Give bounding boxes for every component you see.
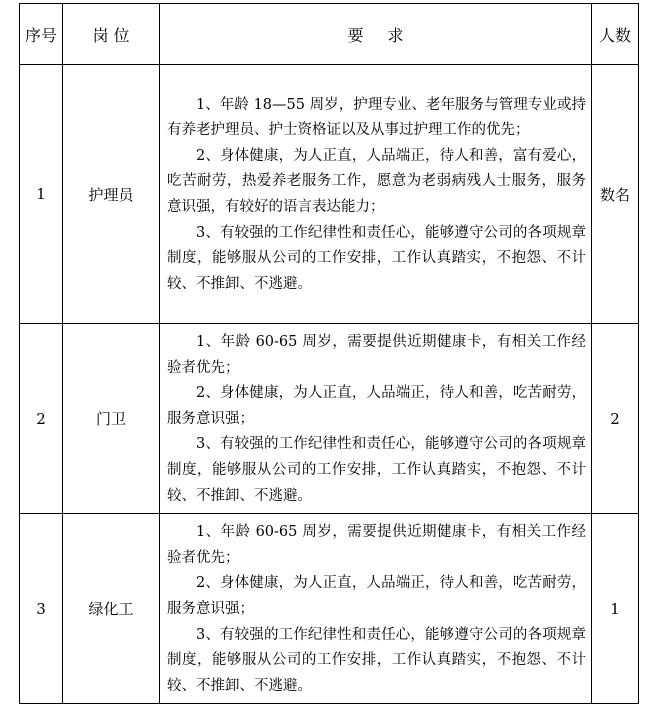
table-row [20,65,639,324]
job-requirements-table [19,3,639,704]
row-position: 护理员 [63,65,160,324]
row-count: 数名 [592,65,639,324]
requirement-item: 1、年龄 18—55 周岁，护理专业、老年服务与管理专业或持有养老护理员、护士资格证以及从事过护理工作的优先； [167,96,586,139]
row-requirements [160,324,592,514]
row-position: 门卫 [63,324,160,514]
header-number: 序号 [20,4,63,65]
table-row [20,514,639,704]
row-count: 1 [592,514,639,704]
row-position: 绿化工 [63,514,160,704]
header-count: 人数 [592,4,639,65]
table-row [20,324,639,514]
row-number: 1 [20,65,63,324]
requirement-item: 2、身体健康，为人正直，人品端正，待人和善，吃苦耐劳，服务意识强； [167,385,586,427]
header-requirements: 要求 [160,4,592,65]
header-position: 岗 位 [63,4,160,65]
row-requirements [160,65,592,324]
row-number: 2 [20,324,63,514]
requirement-item: 3、有较强的工作纪律性和责任心，能够遵守公司的各项规章制度，能够服从公司的工作安排，工作认真踏实，不抱怨、不计较、不推卸、不逃避。 [167,224,586,292]
requirement-item: 3、有较强的工作纪律性和责任心，能够遵守公司的各项规章制度，能够服从公司的工作安排，工作认真踏实，不抱怨、不计较、不推卸、不逃避。 [167,436,586,504]
row-requirements [160,514,592,704]
requirement-item: 1、年龄 60-65 周岁，需要提供近期健康卡，有相关工作经验者优先； [167,524,586,566]
row-count: 2 [592,324,639,514]
requirement-item: 2、身体健康，为人正直，人品端正，待人和善，富有爱心，吃苦耐劳，热爱养老服务工作，愿意为老弱病残人士服务，服务意识强，有较好的语言表达能力； [167,147,586,215]
requirement-item: 3、有较强的工作纪律性和责任心，能够遵守公司的各项规章制度，能够服从公司的工作安排，工作认真踏实，不抱怨、不计较、不推卸、不逃避。 [167,626,586,694]
table-header-row [20,4,639,65]
row-number: 3 [20,514,63,704]
requirement-item: 2、身体健康，为人正直，人品端正，待人和善，吃苦耐劳，服务意识强； [167,575,586,617]
requirement-item: 1、年龄 60-65 周岁，需要提供近期健康卡，有相关工作经验者优先； [167,334,586,376]
